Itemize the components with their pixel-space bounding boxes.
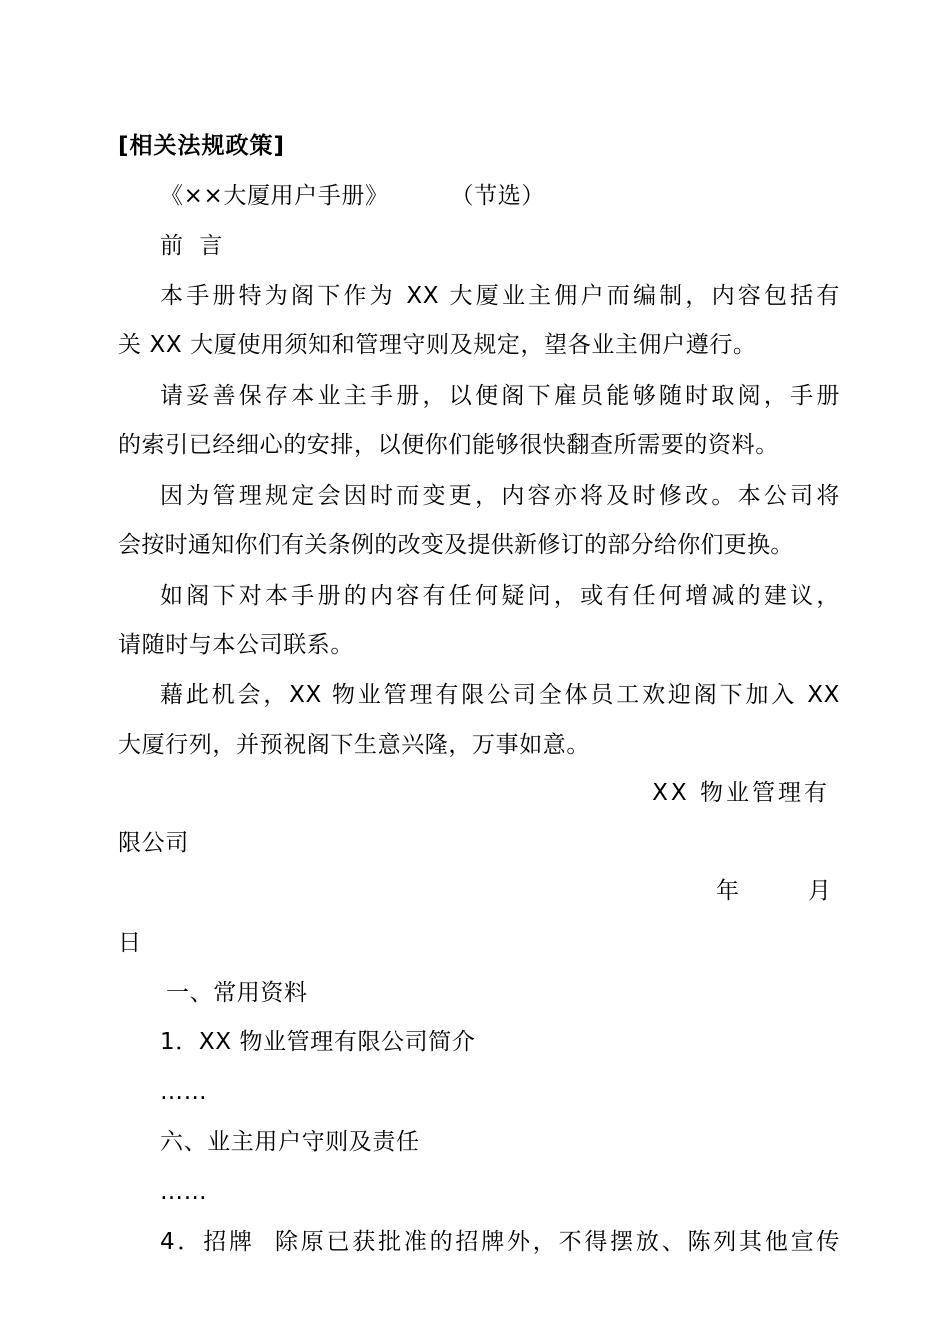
paragraph-5-line-1: 藉此机会，XX 物业管理有限公司全体员工欢迎阁下加入 XX: [160, 682, 840, 708]
date-day: 日: [118, 930, 142, 956]
signature-company-line-1: XX 物业管理有: [652, 780, 830, 806]
paragraph-4-line-1: 如阁下对本手册的内容有任何疑问，或有任何增减的建议，: [160, 583, 840, 609]
paragraph-5-line-2: 大厦行列，并预祝阁下生意兴隆，万事如意。: [118, 732, 590, 758]
paragraph-1-line-2: 关 XX 大厦使用须知和管理守则及规定，望各业主佣户遵行。: [118, 332, 757, 358]
item-signboard: 4．招牌 除原已获批准的招牌外，不得摆放、陈列其他宣传: [160, 1229, 840, 1255]
book-note: （节选）: [450, 183, 545, 209]
book-title-line: [160, 181, 840, 211]
date-month: 月: [808, 878, 831, 904]
paragraph-2-line-1: 请妥善保存本业主手册，以便阁下雇员能够随时取阅，手册: [160, 383, 840, 409]
signature-company-line-2: 限公司: [118, 830, 189, 856]
ellipsis-2: ……: [160, 1179, 208, 1205]
paragraph-4-line-2: 请随时与本公司联系。: [118, 632, 354, 658]
paragraph-1-line-1: 本手册特为阁下作为 XX 大厦业主佣户而编制，内容包括有: [160, 283, 840, 309]
preface-title: 前 言: [160, 233, 224, 259]
ellipsis-1: ……: [160, 1079, 208, 1105]
section-owner-rules: 六、业主用户守则及责任: [160, 1129, 420, 1155]
item-company-intro: 1．XX 物业管理有限公司简介: [160, 1029, 476, 1055]
section-heading: [相关法规政策]: [118, 133, 286, 159]
signature-date-row: [118, 876, 830, 906]
paragraph-3-line-2: 会按时通知你们有关条例的改变及提供新修订的部分给你们更换。: [118, 532, 794, 558]
section-common-info: 一、常用资料: [166, 980, 308, 1006]
paragraph-2-line-2: 的索引已经细心的安排，以便你们能够很快翻查所需要的资料。: [118, 432, 779, 458]
book-title: 《××大厦用户手册》: [160, 183, 389, 209]
paragraph-3-line-1: 因为管理规定会因时而变更，内容亦将及时修改。本公司将: [160, 483, 840, 509]
date-year: 年: [716, 878, 739, 904]
